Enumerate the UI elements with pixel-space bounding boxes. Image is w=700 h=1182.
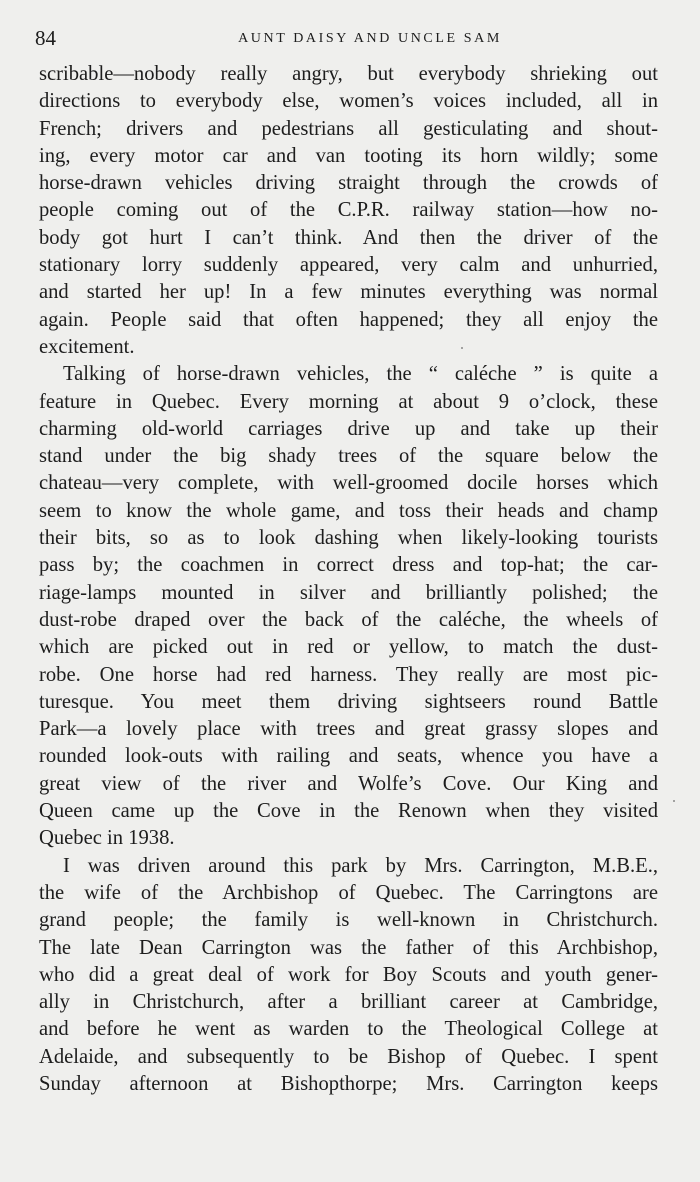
text-line: chateau—very complete, with well-groomed docile horses which bbox=[39, 472, 658, 495]
text-line: I was driven around this park by Mrs. Carrington, M.B.E., bbox=[63, 854, 658, 877]
text-line: turesque. You meet them driving sightseers round Battle bbox=[39, 690, 658, 713]
text-line: Park—a lovely place with trees and great grassy slopes and bbox=[39, 718, 658, 741]
text-line: feature in Quebec. Every morning at about 9 o’clock, these bbox=[39, 390, 658, 413]
paper-speck bbox=[673, 800, 675, 802]
text-line: The late Dean Carrington was the father of this Archbishop, bbox=[39, 936, 658, 959]
text-line: robe. One horse had red harness. They really are most pic- bbox=[39, 663, 658, 686]
text-line: pass by; the coachmen in correct dress and top-hat; the car- bbox=[39, 554, 658, 577]
text-line: charming old-world carriages drive up and take up their bbox=[39, 417, 658, 440]
text-line: Queen came up the Cove in the Renown when they visited bbox=[39, 800, 658, 823]
text-line: great view of the river and Wolfe’s Cove. Our King and bbox=[39, 772, 658, 795]
text-line: Talking of horse-drawn vehicles, the “ caléche ” is quite a bbox=[63, 363, 658, 386]
text-line: directions to everybody else, women’s voices included, all in bbox=[39, 90, 658, 113]
text-line: ing, every motor car and van tooting its horn wildly; some bbox=[39, 144, 658, 167]
text-line: and before he went as warden to the Theological College at bbox=[39, 1018, 658, 1041]
body-text bbox=[39, 61, 658, 1098]
page-number: 84 bbox=[35, 26, 56, 50]
text-line: and started her up! In a few minutes everything was normal bbox=[39, 281, 658, 304]
text-line: their bits, so as to look dashing when likely-looking tourists bbox=[39, 527, 658, 550]
text-line: Sunday afternoon at Bishopthorpe; Mrs. Carrington keeps bbox=[39, 1072, 658, 1095]
text-line: French; drivers and pedestrians all gesticulating and shout- bbox=[39, 117, 658, 140]
text-line: horse-drawn vehicles driving straight through the crowds of bbox=[39, 172, 658, 195]
paper-speck bbox=[461, 347, 463, 349]
running-head: AUNT DAISY AND UNCLE SAM bbox=[238, 31, 502, 46]
text-line: again. People said that often happened; they all enjoy the bbox=[39, 308, 658, 331]
text-line: which are picked out in red or yellow, to match the dust- bbox=[39, 636, 658, 659]
text-line: stand under the big shady trees of the square below the bbox=[39, 445, 658, 468]
text-line: riage-lamps mounted in silver and brilliantly polished; the bbox=[39, 581, 658, 604]
text-line: seem to know the whole game, and toss their heads and champ bbox=[39, 499, 658, 522]
text-line: who did a great deal of work for Boy Scouts and youth gener- bbox=[39, 963, 658, 986]
text-line: excitement. bbox=[39, 335, 135, 358]
text-line: rounded look-outs with railing and seats, whence you have a bbox=[39, 745, 658, 768]
text-line: stationary lorry suddenly appeared, very calm and unhurried, bbox=[39, 254, 658, 277]
text-line: ally in Christchurch, after a brilliant career at Cambridge, bbox=[39, 991, 658, 1014]
text-line: dust-robe draped over the back of the caléche, the wheels of bbox=[39, 608, 658, 631]
text-line: body got hurt I can’t think. And then the driver of the bbox=[39, 226, 658, 249]
text-line: grand people; the family is well-known in Christchurch. bbox=[39, 909, 658, 932]
text-line: Adelaide, and subsequently to be Bishop of Quebec. I spent bbox=[39, 1045, 658, 1068]
text-line: scribable—nobody really angry, but everybody shrieking out bbox=[39, 63, 658, 85]
text-line: people coming out of the C.P.R. railway station—how no- bbox=[39, 199, 658, 222]
text-line: Quebec in 1938. bbox=[39, 827, 175, 850]
text-line: the wife of the Archbishop of Quebec. The Carringtons are bbox=[39, 881, 658, 904]
